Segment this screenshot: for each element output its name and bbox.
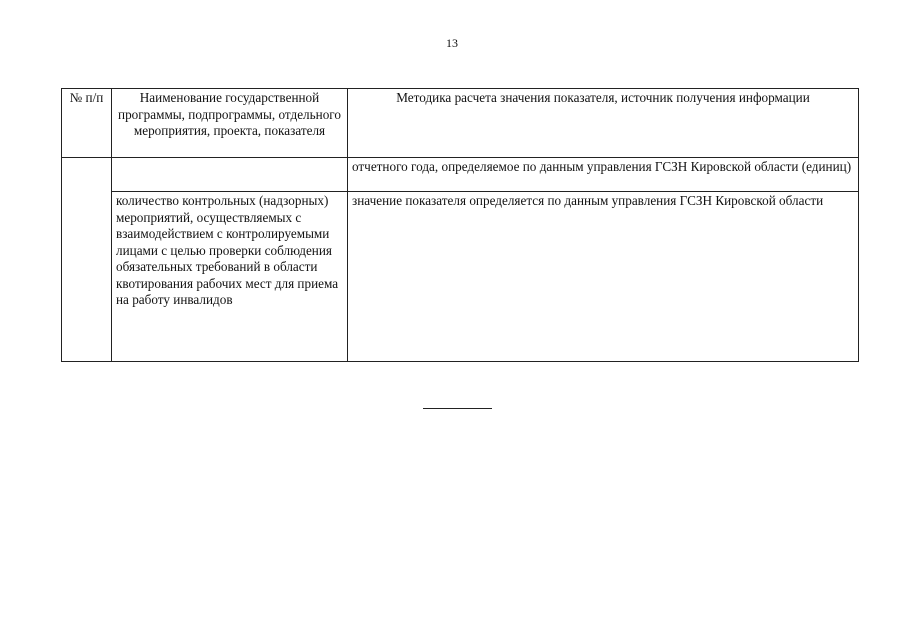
row-method-text: значение показателя определяется по данным управления ГСЗН Кировской области — [352, 193, 824, 208]
header-number-cell — [62, 89, 112, 158]
row-name-text: количество контрольных (надзорных) мероприятий, осуществляемых с взаимодействием с контролируемыми лицами с целью проверки соблюдения обязательных требований в области квотирования рабочих мест для приема на работу инвалидов — [116, 193, 339, 307]
table-row — [62, 158, 859, 192]
table-header-row — [62, 89, 859, 158]
header-number-label: № п/п — [69, 90, 104, 105]
header-method-label: Методика расчета значения показателя, источник получения информации — [396, 90, 810, 105]
header-name-cell — [112, 89, 348, 158]
row-method-text: отчетного года, определяемое по данным управления ГСЗН Кировской области (единиц) — [352, 159, 852, 174]
page-number: 13 — [446, 36, 458, 50]
table-row — [62, 192, 859, 362]
row-method-cell — [348, 192, 859, 362]
row-name-cell — [112, 192, 348, 362]
row-number-cell — [62, 158, 112, 362]
end-divider-line — [423, 408, 492, 409]
indicator-table — [61, 88, 859, 362]
row-name-cell — [112, 158, 348, 192]
header-method-cell — [348, 89, 859, 158]
row-method-cell — [348, 158, 859, 192]
header-name-label: Наименование государственной программы, подпрограммы, отдельного мероприятия, проекта, показателя — [118, 90, 341, 138]
